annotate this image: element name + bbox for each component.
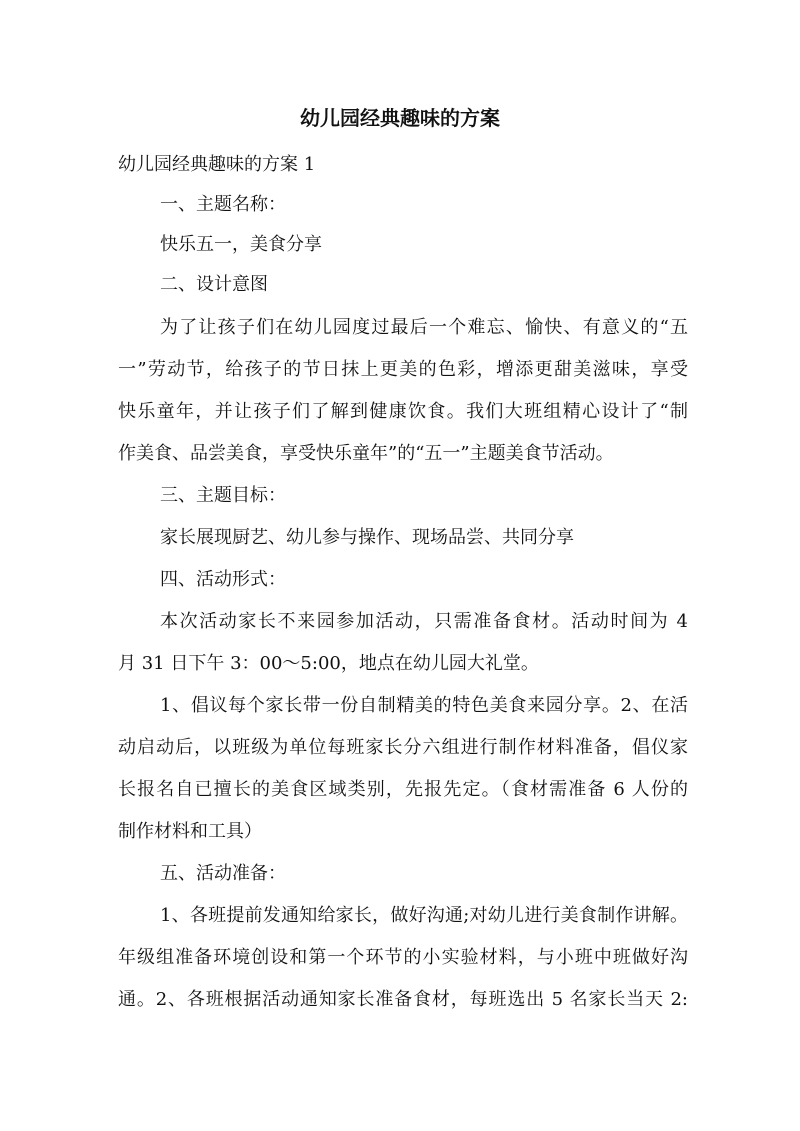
paragraph-line: 1、各班提前发通知给家长，做好沟通;对幼儿进行美食制作讲解。 xyxy=(160,905,688,926)
paragraph-line: 1、倡议每个家长带一份自制精美的特色美食来园分享。2、在活 xyxy=(160,695,688,716)
paragraph-line: 家长展现厨艺、幼儿参与操作、现场品尝、共同分享 xyxy=(160,527,574,548)
paragraph-line: 作美食、品尝美食，享受快乐童年”的“五一”主题美食节活动。 xyxy=(118,443,614,464)
paragraph-line: 为了让孩子们在幼儿园度过最后一个难忘、愉快、有意义的“五 xyxy=(160,317,688,338)
paragraph-line: 长报名自已擅长的美食区域类别，先报先定。（食材需准备 6 人份的 xyxy=(118,779,688,800)
paragraph-line: 动启动后，以班级为单位每班家长分六组进行制作材料准备，倡仪家 xyxy=(118,737,688,758)
paragraph-line: 一”劳动节，给孩子的节日抹上更美的色彩，增添更甜美滋味，享受 xyxy=(118,359,688,380)
heading-theme-goals: 三、主题目标： xyxy=(160,485,286,506)
document-title: 幼儿园经典趣味的方案 xyxy=(300,106,500,130)
heading-activity-format: 四、活动形式： xyxy=(160,569,286,590)
paragraph-line: 年级组准备环境创设和第一个环节的小实验材料，与小班中班做好沟 xyxy=(118,947,688,968)
paragraph-line: 制作材料和工具） xyxy=(118,821,262,842)
paragraph-line: 快乐五一，美食分享 xyxy=(160,234,322,255)
paragraph-line: 快乐童年，并让孩子们了解到健康饮食。我们大班组精心设计了“制 xyxy=(118,401,688,422)
section-heading: 幼儿园经典趣味的方案 1 xyxy=(118,154,316,175)
heading-design-intent: 二、设计意图 xyxy=(160,274,268,295)
paragraph-line: 通。2、各班根据活动通知家长准备食材，每班选出 5 名家长当天 2: xyxy=(118,989,688,1010)
paragraph-line: 月 31 日下午 3：00～5:00，地点在幼儿园大礼堂。 xyxy=(118,653,539,674)
heading-activity-prep: 五、活动准备： xyxy=(160,863,286,884)
heading-theme-name: 一、主题名称： xyxy=(160,194,286,215)
paragraph-line: 本次活动家长不来园参加活动，只需准备食材。活动时间为 4 xyxy=(160,611,688,632)
